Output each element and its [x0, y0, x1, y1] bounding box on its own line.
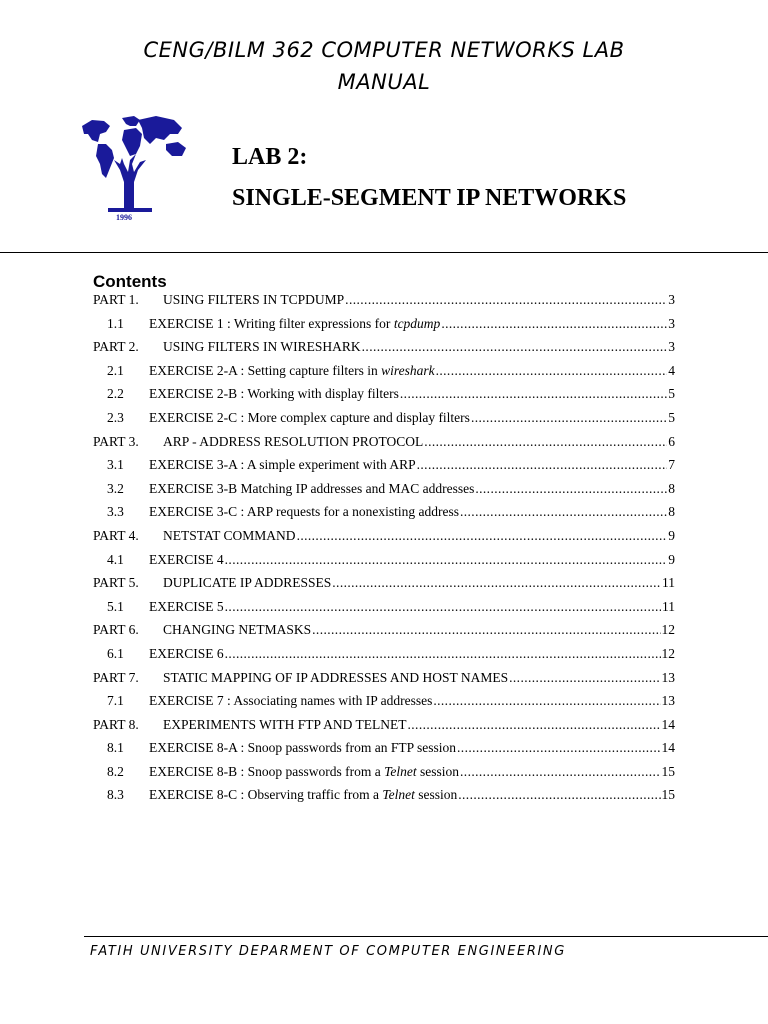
world-tree-icon	[82, 116, 186, 212]
toc-leader-dots	[441, 316, 667, 332]
toc-entry[interactable]	[93, 339, 675, 363]
toc-entry[interactable]	[93, 740, 675, 764]
toc-entry-page: 8	[668, 480, 675, 496]
toc-leader-dots	[408, 717, 661, 733]
toc-leader-dots	[225, 552, 668, 568]
toc-entry-title	[149, 693, 432, 709]
toc-leader-dots	[436, 363, 668, 379]
toc-entry-title-text: EXERCISE 8-C : Observing traffic from a	[149, 787, 383, 803]
toc-leader-dots	[460, 504, 667, 520]
toc-entry[interactable]	[93, 693, 675, 717]
toc-entry-number: 8.1	[107, 740, 124, 756]
toc-entry-page: 4	[668, 362, 675, 378]
toc-leader-dots	[400, 386, 667, 402]
toc-entry[interactable]	[93, 787, 675, 811]
toc-entry-title	[149, 504, 459, 520]
toc-entry-page: 7	[668, 457, 675, 473]
toc-entry-title-text: EXERCISE 1 : Writing filter expressions for	[149, 315, 394, 331]
toc-entry-page: 11	[662, 575, 675, 591]
toc-entry-number: 5.1	[107, 598, 124, 614]
toc-entry-title	[149, 552, 224, 568]
toc-entry[interactable]	[93, 363, 675, 387]
toc-entry-title-text: DUPLICATE IP ADDRESSES	[163, 575, 332, 591]
toc-entry-number: 3.3	[107, 504, 124, 520]
toc-entry-number: 3.2	[107, 480, 124, 496]
toc-entry-number: PART 3.	[93, 433, 139, 449]
toc-entry[interactable]	[93, 646, 675, 670]
toc-entry-title-text: EXPERIMENTS WITH FTP AND TELNET	[163, 716, 407, 732]
toc-entry[interactable]	[93, 622, 675, 646]
toc-entry-title-text: EXERCISE 8-B : Snoop passwords from a	[149, 763, 385, 779]
toc-entry[interactable]	[93, 457, 675, 481]
toc-entry-title-text: EXERCISE 2-A : Setting capture filters in	[149, 362, 382, 378]
toc-entry-title-text: EXERCISE 6	[149, 645, 224, 661]
toc-entry-number: 8.3	[107, 787, 124, 803]
toc-entry-title	[149, 386, 399, 402]
toc-entry[interactable]	[93, 552, 675, 576]
toc-entry-page: 13	[661, 693, 675, 709]
toc-entry-number: 6.1	[107, 645, 124, 661]
toc-entry-number: 4.1	[107, 551, 124, 567]
toc-entry-number: PART 7.	[93, 669, 139, 685]
toc-entry[interactable]	[93, 670, 675, 694]
toc-entry[interactable]	[93, 575, 675, 599]
toc-leader-dots	[424, 434, 667, 450]
toc-entry-number: 2.3	[107, 409, 124, 425]
toc-entry-page: 5	[668, 409, 675, 425]
table-of-contents	[93, 292, 675, 811]
toc-entry-title	[163, 717, 407, 733]
toc-entry-title	[149, 599, 224, 615]
toc-entry-number: 2.2	[107, 386, 124, 402]
toc-entry-title	[163, 622, 311, 638]
toc-leader-dots	[460, 764, 660, 780]
toc-leader-dots	[509, 670, 660, 686]
toc-entry-page: 3	[668, 292, 675, 307]
toc-entry-title-text: ARP - ADDRESS RESOLUTION PROTOCOL	[163, 433, 424, 449]
toc-entry[interactable]	[93, 386, 675, 410]
toc-leader-dots	[471, 410, 667, 426]
toc-leader-dots	[417, 457, 668, 473]
toc-entry[interactable]	[93, 410, 675, 434]
manual-title-line-1: CENG/BILM 362 COMPUTER NETWORKS LAB	[143, 38, 625, 62]
toc-entry-title	[149, 363, 435, 379]
toc-entry-title	[149, 787, 457, 803]
toc-entry-title-text: EXERCISE 8-A : Snoop passwords from an FTP session	[149, 740, 457, 756]
toc-entry-page: 13	[661, 669, 675, 685]
toc-entry-title-text: EXERCISE 3-B Matching IP addresses and MAC addresses	[149, 480, 475, 496]
toc-entry-title	[149, 764, 459, 780]
toc-entry-page: 12	[661, 645, 675, 661]
toc-entry-page: 14	[661, 740, 675, 756]
toc-entry-number: PART 1.	[93, 292, 139, 307]
toc-entry-page: 8	[668, 504, 675, 520]
toc-entry-number: PART 5.	[93, 575, 139, 591]
toc-entry-title	[163, 292, 344, 308]
toc-entry-title-suffix: session	[414, 787, 458, 803]
toc-entry[interactable]	[93, 504, 675, 528]
toc-entry-title	[163, 670, 508, 686]
lab-title: SINGLE-SEGMENT IP NETWORKS	[232, 185, 627, 211]
toc-entry-number: PART 2.	[93, 339, 139, 355]
toc-leader-dots	[332, 575, 661, 591]
toc-entry-page: 9	[668, 551, 675, 567]
toc-entry-number: 1.1	[107, 315, 124, 331]
toc-entry-page: 5	[668, 386, 675, 402]
contents-heading: Contents	[93, 272, 167, 291]
toc-entry-title-suffix: session	[416, 763, 460, 779]
toc-leader-dots	[345, 292, 667, 308]
toc-entry-page: 14	[661, 716, 675, 732]
toc-entry-title-text: EXERCISE 4	[149, 551, 224, 567]
toc-entry-title-italic: Telnet	[384, 763, 417, 779]
toc-leader-dots	[362, 339, 668, 355]
toc-entry[interactable]	[93, 528, 675, 552]
header-divider	[0, 252, 768, 253]
toc-leader-dots	[297, 528, 668, 544]
toc-leader-dots	[458, 787, 660, 803]
toc-entry-title	[163, 434, 423, 450]
toc-entry-title-text: USING FILTERS IN TCPDUMP	[163, 292, 345, 307]
toc-entry-title-text: EXERCISE 2-C : More complex capture and display filters	[149, 409, 470, 425]
toc-entry[interactable]	[93, 717, 675, 741]
toc-entry[interactable]	[93, 292, 675, 316]
toc-entry-number: PART 6.	[93, 622, 139, 638]
toc-entry[interactable]	[93, 434, 675, 458]
toc-entry-page: 6	[668, 433, 675, 449]
toc-leader-dots	[312, 622, 660, 638]
toc-entry-page: 15	[661, 787, 675, 803]
toc-leader-dots	[433, 693, 660, 709]
toc-leader-dots	[225, 599, 661, 615]
toc-entry-title	[149, 481, 474, 497]
toc-entry-title-italic: Telnet	[382, 787, 415, 803]
toc-entry-title-text: EXERCISE 2-B : Working with display filters	[149, 386, 399, 402]
toc-entry-page: 9	[668, 527, 675, 543]
toc-entry-title	[149, 457, 416, 473]
toc-entry-title-text: USING FILTERS IN WIRESHARK	[163, 339, 361, 355]
toc-leader-dots	[475, 481, 667, 497]
logo-year: 1996	[116, 213, 132, 222]
toc-entry-title	[163, 575, 331, 591]
footer-divider	[84, 936, 768, 937]
toc-entry[interactable]	[93, 316, 675, 340]
toc-entry-number: PART 4.	[93, 527, 139, 543]
toc-entry-number: 7.1	[107, 693, 124, 709]
toc-leader-dots	[225, 646, 661, 662]
toc-entry-page: 11	[662, 598, 675, 614]
toc-entry[interactable]	[93, 599, 675, 623]
toc-entry-number: 3.1	[107, 457, 124, 473]
toc-entry-title-text: EXERCISE 3-A : A simple experiment with ARP	[149, 457, 416, 473]
toc-entry-title	[149, 410, 470, 426]
toc-leader-dots	[457, 740, 660, 756]
toc-entry[interactable]	[93, 764, 675, 788]
toc-entry-title-italic: wireshark	[381, 362, 435, 378]
toc-entry-title-text: EXERCISE 7 : Associating names with IP addresses	[149, 693, 433, 709]
toc-entry-title-text: CHANGING NETMASKS	[163, 622, 312, 638]
manual-title-line-2: MANUAL	[337, 70, 431, 94]
toc-entry-title-italic: tcpdump	[393, 315, 441, 331]
toc-entry-title	[149, 316, 440, 332]
footer-text: FATIH UNIVERSITY DEPARMENT OF COMPUTER ENGINEERING	[90, 944, 566, 959]
toc-entry-number: 2.1	[107, 362, 124, 378]
toc-entry-number: PART 8.	[93, 716, 139, 732]
toc-entry-title-text: EXERCISE 3-C : ARP requests for a nonexisting address	[149, 504, 459, 520]
toc-entry-number: 8.2	[107, 763, 124, 779]
university-logo	[78, 112, 190, 224]
toc-entry-title-text: STATIC MAPPING OF IP ADDRESSES AND HOST NAMES	[163, 669, 509, 685]
manual-title	[0, 34, 768, 98]
toc-entry-title	[163, 528, 296, 544]
toc-entry-page: 15	[661, 763, 675, 779]
toc-entry-title	[163, 339, 361, 355]
toc-entry[interactable]	[93, 481, 675, 505]
toc-entry-page: 3	[668, 315, 675, 331]
toc-entry-page: 3	[668, 339, 675, 355]
toc-entry-title	[149, 646, 224, 662]
toc-entry-page: 12	[661, 622, 675, 638]
toc-entry-title-text: NETSTAT COMMAND	[163, 527, 296, 543]
lab-number: LAB 2:	[232, 144, 308, 170]
toc-entry-title	[149, 740, 456, 756]
toc-entry-title-text: EXERCISE 5	[149, 598, 224, 614]
